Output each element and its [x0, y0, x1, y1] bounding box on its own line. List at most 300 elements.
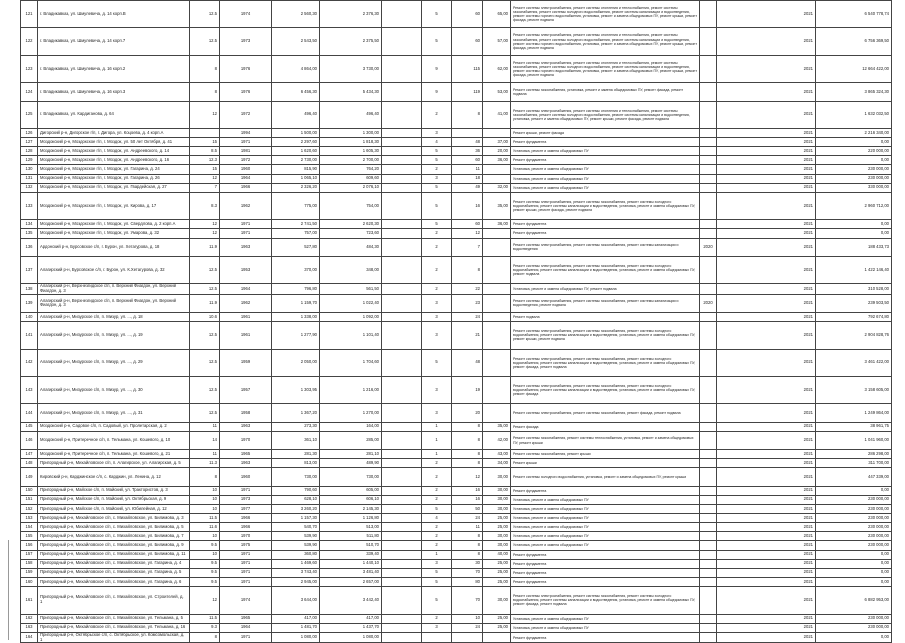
- repair-cost-cell: 188 433,73: [816, 238, 892, 256]
- total-area-cell: 360,80: [272, 550, 320, 559]
- residential-area-cell: 2 700,00: [320, 156, 382, 165]
- empty-cell: [382, 1, 422, 28]
- repair-cost-cell: 230 000,00: [816, 541, 892, 550]
- build-year-cell: 1975: [220, 541, 272, 550]
- floors-cell: 9: [422, 83, 452, 101]
- work-types-cell: Ремонт фундамента: [511, 577, 700, 586]
- wall-material-cell: 8: [190, 632, 220, 643]
- residential-area-cell: 561,50: [320, 284, 382, 295]
- floors-cell: 2: [422, 614, 452, 623]
- prior-year-cell: [700, 532, 717, 541]
- residential-area-cell: 1 818,30: [320, 138, 382, 147]
- table-row: [21, 138, 892, 147]
- address-cell: Моздокский р-н, Притеречное с/п, п. Тельмана, ул. Кошевого, д. 21: [38, 450, 190, 459]
- residential-area-cell: 484,30: [320, 238, 382, 256]
- build-year-cell: 1966: [220, 523, 272, 532]
- apartments-cell: 12: [452, 229, 483, 238]
- wall-material-cell: 12.5: [190, 404, 220, 422]
- floors-cell: 5: [422, 220, 452, 229]
- row-number-cell: 146: [21, 431, 38, 449]
- table-row: [21, 83, 892, 101]
- address-cell: Дигорский р-н, Дигорское г/п, г. Дигора, ул. Коцоева, д. 4 корп.А: [38, 128, 190, 137]
- address-cell: г. Владикавказ, ул. Кардиганова, д. 64: [38, 101, 190, 128]
- floors-cell: 5: [422, 568, 452, 577]
- repair-cost-cell: 0,00: [816, 550, 892, 559]
- prior-year-cell: [700, 229, 717, 238]
- table-row: [21, 568, 892, 577]
- apartments-cell: 80: [452, 577, 483, 586]
- address-cell: Ардонский р-н, Бурсовское с/п, г. Бурон, ул. Хетагурова, д. 18: [38, 238, 190, 256]
- total-area-cell: 539,90: [272, 541, 320, 550]
- prior-year-cell: [700, 614, 717, 623]
- row-number-cell: 143: [21, 377, 38, 404]
- repair-cost-cell: 0,00: [816, 486, 892, 495]
- prior-year-cell: [700, 404, 717, 422]
- address-cell: Алагирский р-н, Бурсовское с/п, г. Бурон, ул. К.Хетагурова, д. 32: [38, 256, 190, 283]
- floors-cell: 5: [422, 577, 452, 586]
- empty-cell: [382, 422, 422, 431]
- repair-year-cell: 2021: [717, 83, 816, 101]
- build-year-cell: 1972: [220, 101, 272, 128]
- wall-material-cell: 15: [190, 138, 220, 147]
- empty-cell: [382, 349, 422, 376]
- total-area-cell: 1 338,00: [272, 313, 320, 322]
- prior-year-cell: [700, 28, 717, 55]
- total-area-cell: 757,00: [272, 229, 320, 238]
- row-number-cell: 157: [21, 550, 38, 559]
- residents-cell: [483, 404, 511, 422]
- repair-cost-cell: 220 000,00: [816, 147, 892, 156]
- build-year-cell: 1971: [220, 220, 272, 229]
- total-area-cell: 2 050,00: [272, 349, 320, 376]
- repair-cost-cell: 311 700,00: [816, 459, 892, 468]
- floors-cell: 1: [422, 450, 452, 459]
- row-number-cell: 149: [21, 468, 38, 486]
- apartments-cell: 19: [452, 377, 483, 404]
- empty-cell: [382, 514, 422, 523]
- residential-area-cell: 730,00: [320, 468, 382, 486]
- total-area-cell: 1 277,90: [272, 322, 320, 349]
- repair-year-cell: 2021: [717, 256, 816, 283]
- row-number-cell: 134: [21, 220, 38, 229]
- total-area-cell: 1 500,00: [272, 128, 320, 137]
- residential-area-cell: 496,40: [320, 101, 382, 128]
- floors-cell: 3: [422, 294, 452, 312]
- address-cell: Моздокский р-н, Моздокское г/п, г. Моздок, ул. Андреевского, д. 14: [38, 147, 190, 156]
- prior-year-cell: [700, 577, 717, 586]
- work-types-cell: Установка, ремонт и замена общедомовых ПУ: [511, 147, 700, 156]
- table-row: [21, 101, 892, 128]
- residential-area-cell: 609,60: [320, 174, 382, 183]
- build-year-cell: 1976: [220, 83, 272, 101]
- build-year-cell: 1981: [220, 147, 272, 156]
- repair-cost-cell: 0,00: [816, 632, 892, 643]
- address-cell: Моздокский р-н, Моздокское г/п, г. Моздок, ул. Гагарина, д. 24: [38, 165, 190, 174]
- wall-material-cell: 9.5: [190, 541, 220, 550]
- repair-year-cell: 2021: [717, 422, 816, 431]
- repair-year-cell: 2021: [717, 532, 816, 541]
- prior-year-cell: [700, 523, 717, 532]
- repair-cost-cell: 230 000,00: [816, 174, 892, 183]
- prior-year-cell: [700, 623, 717, 632]
- build-year-cell: 1965: [220, 614, 272, 623]
- floors-cell: 2: [422, 468, 452, 486]
- repair-year-cell: 2021: [717, 294, 816, 312]
- total-area-cell: 3 260,20: [272, 504, 320, 513]
- total-area-cell: 273,30: [272, 422, 320, 431]
- residents-cell: [483, 322, 511, 349]
- work-types-cell: Ремонт системы электроснабжения, ремонт системы газоснабжения, ремонт системы холодного водоснабжения, ремонт системы канализации и водоотведения, установка, ремонт и замена общедомовых ПУ, ремонт подвала: [511, 256, 700, 283]
- residents-cell: 30,00: [483, 587, 511, 614]
- address-cell: г. Владикавказ, ул. Шмулевича, д. 14 корп.В: [38, 1, 190, 28]
- floors-cell: 3: [422, 559, 452, 568]
- floors-cell: 3: [422, 404, 452, 422]
- wall-material-cell: 12.5: [190, 1, 220, 28]
- table-row: [21, 165, 892, 174]
- table-row: [21, 450, 892, 459]
- wall-material-cell: 11.5: [190, 614, 220, 623]
- table-row: [21, 128, 892, 137]
- residents-cell: 34,00: [483, 459, 511, 468]
- build-year-cell: 1964: [220, 623, 272, 632]
- residents-cell: 20,00: [483, 147, 511, 156]
- total-area-cell: 813,00: [272, 459, 320, 468]
- table-row: [21, 431, 892, 449]
- row-number-cell: 125: [21, 101, 38, 128]
- wall-material-cell: 8: [190, 55, 220, 82]
- residential-area-cell: 164,00: [320, 422, 382, 431]
- build-year-cell: 1994: [220, 128, 272, 137]
- work-types-cell: Ремонт системы электроснабжения, ремонт системы отопления и теплоснабжения, ремонт системы газоснабжения, ремонт системы холодного водоснабжения, ремонт системы канализации и водоотведения, ремонт системы горячего водоснабжения, установка, ремонт и замена общедомовых ПУ, ремонт крыши, ремонт фасада, ремонт подвала: [511, 55, 700, 82]
- row-number-cell: 158: [21, 559, 38, 568]
- apartments-cell: 8: [452, 550, 483, 559]
- repair-year-cell: 2021: [717, 147, 816, 156]
- apartments-cell: 12: [452, 468, 483, 486]
- repair-year-cell: 2021: [717, 559, 816, 568]
- table-row: [21, 156, 892, 165]
- floors-cell: 4: [422, 514, 452, 523]
- floors-cell: 5: [422, 349, 452, 376]
- residents-cell: 53,00: [483, 83, 511, 101]
- work-types-cell: Установка, ремонт и замена общедомовых ПУ: [511, 523, 700, 532]
- table-row: [21, 495, 892, 504]
- residents-cell: 25,00: [483, 568, 511, 577]
- repair-cost-cell: 230 000,00: [816, 495, 892, 504]
- apartments-cell: 18: [452, 174, 483, 183]
- total-area-cell: 815,90: [272, 165, 320, 174]
- residential-area-cell: 339,40: [320, 550, 382, 559]
- wall-material-cell: [190, 128, 220, 137]
- address-cell: Пригородный р-н, Михайловское с/п, с. Михайловское, ул. Билимова, д. 5: [38, 523, 190, 532]
- work-types-cell: Ремонт системы газоснабжения, ремонт системы теплоснабжения, установка, ремонт и замена общедомовых ПУ, ремонт крыши: [511, 431, 700, 449]
- empty-cell: [382, 550, 422, 559]
- repair-cost-cell: 230 000,00: [816, 623, 892, 632]
- build-year-cell: 1964: [220, 284, 272, 295]
- repair-year-cell: 2021: [717, 587, 816, 614]
- table-row: [21, 147, 892, 156]
- work-types-cell: Ремонт системы холодного водоснабжения, установка, ремонт и замена общедомовых ПУ, ремонт крыши: [511, 468, 700, 486]
- wall-material-cell: 10: [190, 495, 220, 504]
- total-area-cell: 496,40: [272, 101, 320, 128]
- wall-material-cell: 7: [190, 183, 220, 192]
- total-area-cell: 6 456,30: [272, 83, 320, 101]
- residents-cell: 65,00: [483, 1, 511, 28]
- row-number-cell: 142: [21, 349, 38, 376]
- repair-cost-cell: 230 000,00: [816, 523, 892, 532]
- build-year-cell: 1964: [220, 174, 272, 183]
- address-cell: Пригородный р-н, Михайловское с/п, с. Михайловское, ул. Тельмана, д. 5: [38, 614, 190, 623]
- residential-area-cell: 513,00: [320, 523, 382, 532]
- row-number-cell: 137: [21, 256, 38, 283]
- wall-material-cell: 11.3: [190, 459, 220, 468]
- residential-area-cell: 511,80: [320, 532, 382, 541]
- repair-cost-cell: 12 664 422,00: [816, 55, 892, 82]
- row-number-cell: 138: [21, 284, 38, 295]
- capital-repair-register-table: [20, 0, 892, 643]
- apartments-cell: 8: [452, 450, 483, 459]
- repair-year-cell: 2021: [717, 614, 816, 623]
- residents-cell: 40,00: [483, 550, 511, 559]
- wall-material-cell: 8: [190, 83, 220, 101]
- row-number-cell: 122: [21, 28, 38, 55]
- total-area-cell: 3 644,00: [272, 587, 320, 614]
- table-row: [21, 504, 892, 513]
- residential-area-cell: 2 376,30: [320, 1, 382, 28]
- address-cell: Пригородный р-н, Майское с/п, п. Майский, ул. Юбилейная, д. 12: [38, 504, 190, 513]
- residential-area-cell: 3 481,40: [320, 568, 382, 577]
- empty-cell: [382, 450, 422, 459]
- build-year-cell: 1958: [220, 404, 272, 422]
- floors-cell: 5: [422, 504, 452, 513]
- total-area-cell: 370,00: [272, 256, 320, 283]
- total-area-cell: 1 080,00: [272, 632, 320, 643]
- repair-cost-cell: 0,00: [816, 220, 892, 229]
- residential-area-cell: 1 704,60: [320, 349, 382, 376]
- table-row: [21, 514, 892, 523]
- table-row: [21, 55, 892, 82]
- row-number-cell: 164: [21, 632, 38, 643]
- repair-cost-cell: 0,00: [816, 568, 892, 577]
- apartments-cell: 49: [452, 183, 483, 192]
- total-area-cell: 730,00: [272, 468, 320, 486]
- build-year-cell: 1960: [220, 165, 272, 174]
- repair-year-cell: 2021: [717, 568, 816, 577]
- repair-cost-cell: 6 756 369,50: [816, 28, 892, 55]
- residents-cell: 25,00: [483, 623, 511, 632]
- floors-cell: 1: [422, 550, 452, 559]
- address-cell: Алагирский р-н, Мизурское с/п, п. Мизур, ул. ..., д. 29: [38, 349, 190, 376]
- table-row: [21, 459, 892, 468]
- apartments-cell: 60: [452, 28, 483, 55]
- wall-material-cell: 10.6: [190, 313, 220, 322]
- table-row: [21, 174, 892, 183]
- empty-cell: [382, 174, 422, 183]
- empty-cell: [382, 83, 422, 101]
- repair-year-cell: 2021: [717, 404, 816, 422]
- repair-year-cell: 2021: [717, 128, 816, 137]
- empty-cell: [382, 147, 422, 156]
- residents-cell: 36,00: [483, 156, 511, 165]
- prior-year-cell: [700, 377, 717, 404]
- prior-year-cell: [700, 1, 717, 28]
- repair-year-cell: 2021: [717, 220, 816, 229]
- apartments-cell: 8: [452, 422, 483, 431]
- work-types-cell: Ремонт подвала: [511, 313, 700, 322]
- address-cell: Кировский р-н, Карджинское с/п, с. Карджин, ул. Ленина, д. 12: [38, 468, 190, 486]
- row-number-cell: 156: [21, 541, 38, 550]
- empty-cell: [382, 404, 422, 422]
- prior-year-cell: [700, 322, 717, 349]
- residential-area-cell: 1 126,80: [320, 514, 382, 523]
- table-row: [21, 192, 892, 219]
- residents-cell: 30,00: [483, 495, 511, 504]
- repair-year-cell: 2021: [717, 174, 816, 183]
- floors-cell: 3: [422, 313, 452, 322]
- repair-year-cell: 2021: [717, 504, 816, 513]
- residents-cell: 57,00: [483, 28, 511, 55]
- build-year-cell: 1963: [220, 422, 272, 431]
- residential-area-cell: 1 101,40: [320, 322, 382, 349]
- wall-material-cell: 9.5: [190, 577, 220, 586]
- floors-cell: 4: [422, 138, 452, 147]
- residential-area-cell: 764,20: [320, 165, 382, 174]
- register-rows: [21, 1, 892, 643]
- table-row: [21, 377, 892, 404]
- work-types-cell: Ремонт системы электроснабжения, ремонт системы газоснабжения, ремонт системы канализации и водоотведения: [511, 238, 700, 256]
- prior-year-cell: [700, 568, 717, 577]
- row-number-cell: 133: [21, 192, 38, 219]
- address-cell: Алагирский р-н, Верхнезгидское с/п, п. Верхний Фиагдон, ул. Верхний Фиагдон, д. 3: [38, 294, 190, 312]
- wall-material-cell: 10: [190, 486, 220, 495]
- row-number-cell: 154: [21, 523, 38, 532]
- address-cell: г. Владикавказ, ул. Шмулевича, д. 16 корп.3: [38, 83, 190, 101]
- wall-material-cell: 15: [190, 165, 220, 174]
- work-types-cell: Ремонт фасада: [511, 422, 700, 431]
- work-types-cell: Ремонт системы электроснабжения, ремонт системы газоснабжения, ремонт фасада, ремонт подвала: [511, 404, 700, 422]
- address-cell: Пригородный р-н, Михайловское с/п, с. Михайловское, ул. Гагарина, д. 6: [38, 577, 190, 586]
- floors-cell: 2: [422, 459, 452, 468]
- build-year-cell: 1971: [220, 550, 272, 559]
- prior-year-cell: [700, 156, 717, 165]
- build-year-cell: 1961: [220, 322, 272, 349]
- residents-cell: [483, 284, 511, 295]
- table-row: [21, 322, 892, 349]
- prior-year-cell: [700, 514, 717, 523]
- address-cell: Пригородный р-н, Майское с/п, п. Майский, ул. Трактористов, д. 3: [38, 486, 190, 495]
- floors-cell: 5: [422, 1, 452, 28]
- repair-cost-cell: 239 503,50: [816, 294, 892, 312]
- empty-cell: [382, 128, 422, 137]
- row-number-cell: 144: [21, 404, 38, 422]
- address-cell: Моздокский р-н, Моздокское г/п, г. Моздок, ул. 50 лет Октября, д. 41: [38, 138, 190, 147]
- repair-cost-cell: 230 000,00: [816, 532, 892, 541]
- repair-year-cell: 2021: [717, 550, 816, 559]
- apartments-cell: 60: [452, 220, 483, 229]
- address-cell: Пригородный р-н, Михайловское с/п, с. Михайловское, ул. Билимова, д. 9: [38, 541, 190, 550]
- repair-cost-cell: 286 298,00: [816, 450, 892, 459]
- table-row: [21, 229, 892, 238]
- residents-cell: 35,00: [483, 422, 511, 431]
- wall-material-cell: 8: [190, 468, 220, 486]
- prior-year-cell: [700, 587, 717, 614]
- address-cell: Моздокский р-н, Садовое с/п, п. Садовый, ул. Пролетарская, д. 2: [38, 422, 190, 431]
- empty-cell: [382, 614, 422, 623]
- wall-material-cell: 12: [190, 101, 220, 128]
- apartments-cell: 24: [452, 623, 483, 632]
- repair-cost-cell: 792 674,80: [816, 313, 892, 322]
- empty-cell: [382, 541, 422, 550]
- work-types-cell: Ремонт фундамента: [511, 156, 700, 165]
- residents-cell: 25,00: [483, 559, 511, 568]
- work-types-cell: Ремонт крыши: [511, 459, 700, 468]
- residents-cell: [483, 632, 511, 643]
- apartments-cell: 50: [452, 504, 483, 513]
- build-year-cell: 1970: [220, 532, 272, 541]
- floors-cell: 3: [422, 128, 452, 137]
- repair-cost-cell: 230 000,00: [816, 614, 892, 623]
- work-types-cell: Установка, ремонт и замена общедомовых ПУ: [511, 504, 700, 513]
- residents-cell: [483, 238, 511, 256]
- wall-material-cell: 12: [190, 587, 220, 614]
- table-row: [21, 313, 892, 322]
- residential-area-cell: 417,00: [320, 614, 382, 623]
- apartments-cell: 30: [452, 559, 483, 568]
- floors-cell: 5: [422, 147, 452, 156]
- build-year-cell: 1977: [220, 504, 272, 513]
- table-row: [21, 422, 892, 431]
- residents-cell: 25,00: [483, 514, 511, 523]
- address-cell: Моздокский р-н, Моздокское г/п, г. Моздок, ул. Гагарина, д. 26: [38, 174, 190, 183]
- apartments-cell: 60: [452, 1, 483, 28]
- row-number-cell: 139: [21, 294, 38, 312]
- prior-year-cell: [700, 101, 717, 128]
- total-area-cell: 1 065,10: [272, 174, 320, 183]
- empty-cell: [382, 532, 422, 541]
- work-types-cell: Ремонт системы газоснабжения, ремонт крыши: [511, 450, 700, 459]
- apartments-cell: 8: [452, 431, 483, 449]
- address-cell: Пригородный р-н, Михайловское с/п, с. Михайловское, ул. Билимова, д. 3: [38, 514, 190, 523]
- empty-cell: [382, 28, 422, 55]
- wall-material-cell: 12: [190, 229, 220, 238]
- work-types-cell: Установка, ремонт и замена общедомовых ПУ: [511, 532, 700, 541]
- total-area-cell: 2 543,50: [272, 28, 320, 55]
- residential-area-cell: 489,90: [320, 459, 382, 468]
- row-number-cell: 163: [21, 623, 38, 632]
- apartments-cell: 36: [452, 147, 483, 156]
- empty-cell: [382, 322, 422, 349]
- work-types-cell: Ремонт системы электроснабжения, ремонт системы отопления и теплоснабжения, ремонт системы газоснабжения, ремонт системы холодного водоснабжения, ремонт системы канализации и водоотведения, установка, ремонт и замена общедомовых ПУ, ремонт крыши, ремонт фасада, ремонт подвала: [511, 101, 700, 128]
- empty-cell: [382, 495, 422, 504]
- build-year-cell: 1971: [220, 138, 272, 147]
- total-area-cell: 361,10: [272, 431, 320, 449]
- repair-cost-cell: 330 000,00: [816, 183, 892, 192]
- repair-year-cell: 2021: [717, 632, 816, 643]
- work-types-cell: Ремонт фундамента: [511, 138, 700, 147]
- wall-material-cell: 9.5: [190, 568, 220, 577]
- address-cell: Моздокский р-н, Моздокское г/п, г. Моздок, ул. Андреевского, д. 16: [38, 156, 190, 165]
- repair-year-cell: 2021: [717, 486, 816, 495]
- work-types-cell: Установка, ремонт и замена общедомовых ПУ: [511, 174, 700, 183]
- work-types-cell: Установка, ремонт и замена общедомовых ПУ, ремонт подвала: [511, 284, 700, 295]
- table-row: [21, 28, 892, 55]
- floors-cell: 5: [422, 192, 452, 219]
- repair-year-cell: 2021: [717, 459, 816, 468]
- prior-year-cell: [700, 284, 717, 295]
- apartments-cell: 8: [452, 459, 483, 468]
- address-cell: Алагирский р-н, Мизурское с/п, п. Мизур, ул. ..., д. 18: [38, 313, 190, 322]
- row-number-cell: 127: [21, 138, 38, 147]
- residents-cell: 25,00: [483, 523, 511, 532]
